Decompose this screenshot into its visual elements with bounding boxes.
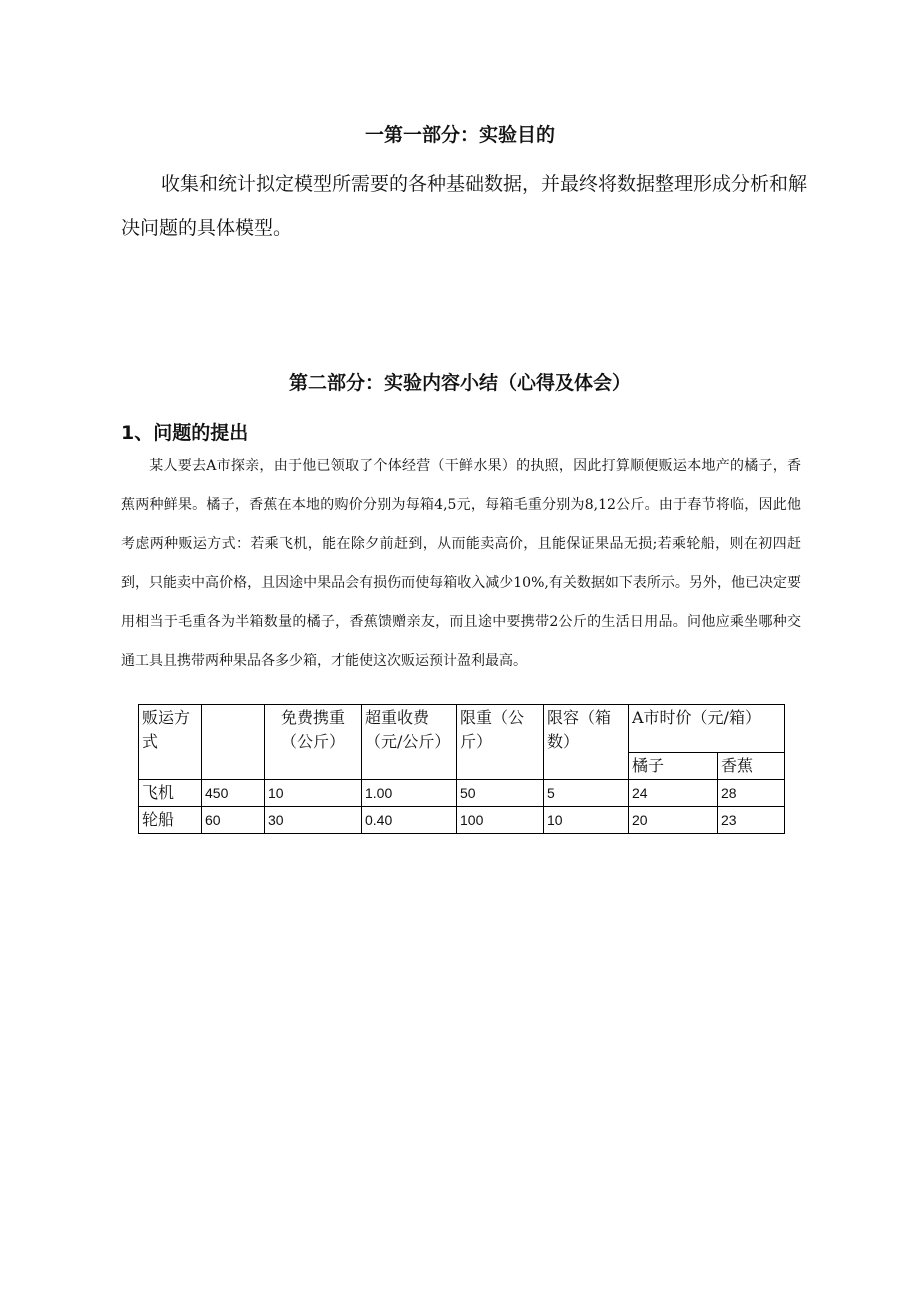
section2-title: 第二部分：实验内容小结（心得及体会） bbox=[288, 372, 631, 394]
header-overweight-fee: 超重收费（元/公斤） bbox=[362, 705, 457, 780]
cell-cost: 60 bbox=[202, 807, 265, 834]
table-row bbox=[139, 780, 785, 807]
cell-banana: 28 bbox=[718, 780, 785, 807]
header-capacity: 限容（箱数） bbox=[544, 705, 629, 780]
section2-paragraph bbox=[121, 447, 801, 681]
table-header-row bbox=[139, 705, 785, 753]
data-table bbox=[138, 704, 785, 834]
header-free-weight: 免费携重（公斤） bbox=[265, 705, 362, 780]
cell-orange: 20 bbox=[629, 807, 718, 834]
section1-title: 一第一部分：实验目的 bbox=[364, 124, 555, 146]
cell-free-weight: 30 bbox=[265, 807, 362, 834]
cell-capacity: 5 bbox=[544, 780, 629, 807]
header-banana: 香蕉 bbox=[718, 753, 785, 780]
cell-cost: 450 bbox=[202, 780, 265, 807]
cell-free-weight: 10 bbox=[265, 780, 362, 807]
subheading-problem: 1、问题的提出 bbox=[121, 422, 249, 444]
header-orange: 橘子 bbox=[629, 753, 718, 780]
section2-text: 某人要去A市探亲，由于他已领取了个体经营（干鲜水果）的执照，因此打算顺便贩运本地产的橘子，香蕉两种鲜果。橘子，香蕉在本地的购价分别为每箱4,5元，每箱毛重分别为8,12公斤。由于春节将临，因此他考虑两种贩运方式：若乘飞机，能在除夕前赶到，从而能卖高价，且能保证果品无损;若乘轮船，则在初四赶到，只能卖中高价格，且因途中果品会有损伤而使每箱收入减少10%,有关数据如下表所示。另外，他已决定要用相当于毛重各为半箱数量的橘子，香蕉馈赠亲友，而且途中要携带2公斤的生活日用品。问他应乘坐哪种交通工具且携带两种果品各多少箱，才能使这次贩运预计盈利最高。 bbox=[121, 458, 801, 669]
cell-banana: 23 bbox=[718, 807, 785, 834]
section1-paragraph bbox=[121, 162, 811, 250]
cell-mode: 飞机 bbox=[139, 780, 202, 807]
cell-capacity: 10 bbox=[544, 807, 629, 834]
cell-mode: 轮船 bbox=[139, 807, 202, 834]
cell-fee: 0.40 bbox=[362, 807, 457, 834]
cell-limit: 100 bbox=[457, 807, 544, 834]
table-row bbox=[139, 807, 785, 834]
header-price-group: A市时价（元/箱） bbox=[629, 705, 785, 753]
header-weight-limit: 限重（公斤） bbox=[457, 705, 544, 780]
cell-fee: 1.00 bbox=[362, 780, 457, 807]
cell-orange: 24 bbox=[629, 780, 718, 807]
header-mode: 贩运方式 bbox=[139, 705, 202, 780]
cell-limit: 50 bbox=[457, 780, 544, 807]
section1-text: 收集和统计拟定模型所需要的各种基础数据，并最终将数据整理形成分析和解决问题的具体模型。 bbox=[121, 173, 808, 239]
header-blank bbox=[202, 705, 265, 780]
